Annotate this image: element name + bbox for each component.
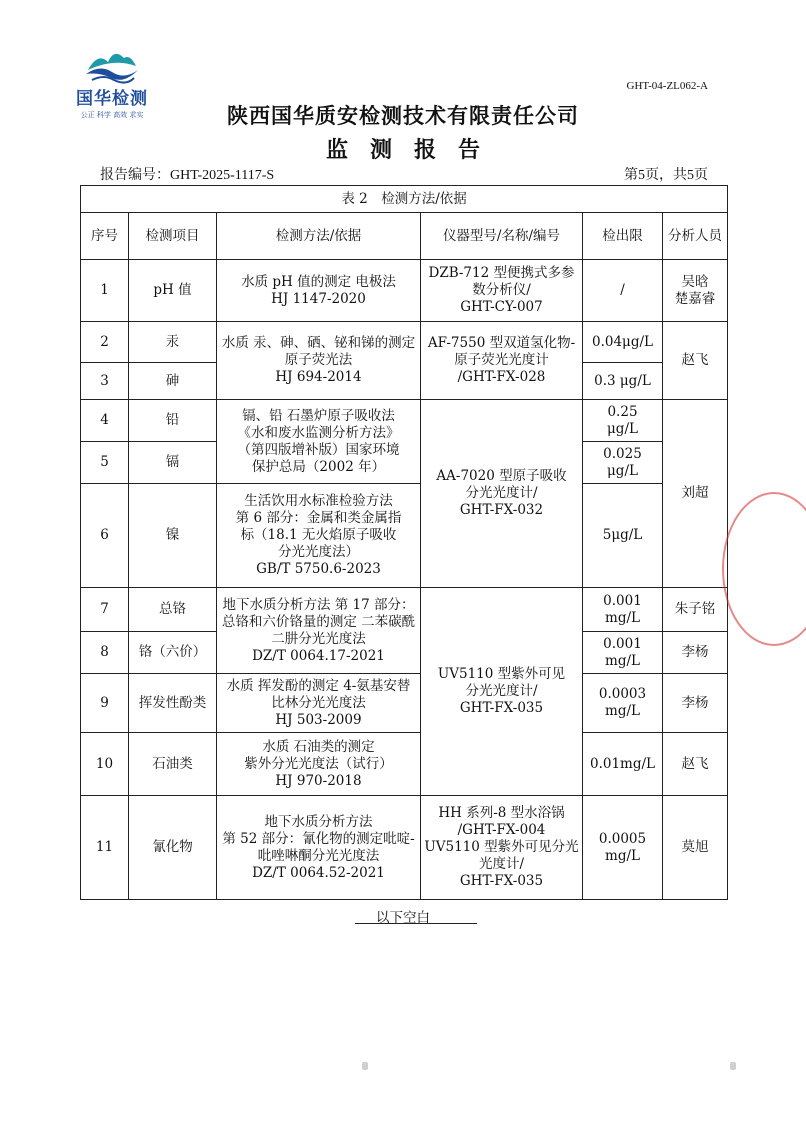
page-info: 第5页，共5页 — [624, 168, 708, 183]
row-item: 石油类 — [129, 733, 217, 796]
row-no: 6 — [81, 484, 129, 588]
header-instrument: 仪器型号/名称/编号 — [421, 213, 583, 260]
report-title: 监测报告 — [325, 138, 502, 163]
row-analyst: 赵飞 — [663, 733, 728, 796]
header-no: 序号 — [81, 213, 129, 260]
row-item: 铬（六价） — [129, 632, 217, 674]
row-method: 生活饮用水标准检验方法 第 6 部分：金属和类金属指 标（18.1 无火焰原子吸收 分光光度法） GB/T 5750.6-2023 — [217, 484, 421, 588]
document-code: GHT-04-ZL062-A — [626, 80, 708, 92]
row-no: 2 — [81, 322, 129, 363]
row-instrument: DZB-712 型便携式多参数分析仪/ GHT-CY-007 — [421, 260, 583, 322]
header-analyst: 分析人员 — [663, 213, 728, 260]
row-instrument: HH 系列-8 型水浴锅 /GHT-FX-004 UV5110 型紫外可见分光光度计/ GHT-FX-035 — [421, 796, 583, 900]
row-no: 7 — [81, 588, 129, 632]
row-item: 总铬 — [129, 588, 217, 632]
row-no: 3 — [81, 363, 129, 400]
row-limit: / — [583, 260, 663, 322]
row-limit: 0.01mg/L — [583, 733, 663, 796]
table-row — [81, 733, 728, 796]
table-row — [81, 260, 728, 322]
scan-speck — [730, 1062, 736, 1070]
header-limit: 检出限 — [583, 213, 663, 260]
row-item: 镉 — [129, 442, 217, 484]
row-no: 1 — [81, 260, 129, 322]
row-limit: 0.3 μg/L — [583, 363, 663, 400]
table-row — [81, 796, 728, 900]
row-method: 水质 挥发酚的测定 4-氨基安替比林分光光度法 HJ 503-2009 — [217, 674, 421, 733]
row-limit: 0.001 mg/L — [583, 632, 663, 674]
blank-below-rule — [355, 923, 477, 924]
row-analyst: 莫旭 — [663, 796, 728, 900]
row-item: 挥发性酚类 — [129, 674, 217, 733]
row-method: 镉、铅 石墨炉原子吸收法 《水和废水监测分析方法》 （第四版增补版）国家环境 保护总局（2002 年） — [217, 400, 421, 484]
row-method: 地下水质分析方法 第 52 部分：氰化物的测定吡啶-吡唑啉酮分光光度法 DZ/T 0064.52-2021 — [217, 796, 421, 900]
row-analyst: 刘超 — [663, 400, 728, 588]
row-method: 水质 石油类的测定 紫外分光光度法（试行） HJ 970-2018 — [217, 733, 421, 796]
row-no: 8 — [81, 632, 129, 674]
logo-name: 国华检测 — [76, 89, 148, 109]
scan-speck — [362, 1062, 368, 1070]
row-analyst: 李杨 — [663, 674, 728, 733]
row-limit: 0.001 mg/L — [583, 588, 663, 632]
row-limit: 0.04μg/L — [583, 322, 663, 363]
row-item: 镍 — [129, 484, 217, 588]
table-row — [81, 400, 728, 442]
table-row — [81, 588, 728, 632]
row-limit: 0.0005 mg/L — [583, 796, 663, 900]
row-item: 铅 — [129, 400, 217, 442]
row-no: 11 — [81, 796, 129, 900]
row-analyst: 赵飞 — [663, 322, 728, 400]
row-item: pH 值 — [129, 260, 217, 322]
row-no: 4 — [81, 400, 129, 442]
row-no: 9 — [81, 674, 129, 733]
table-row — [81, 674, 728, 733]
row-analyst: 吴晗 楚嘉睿 — [663, 260, 728, 322]
mountain-wave-logo-icon — [84, 44, 140, 84]
row-instrument: UV5110 型紫外可见 分光光度计/ GHT-FX-035 — [421, 588, 583, 796]
row-method: 水质 汞、砷、硒、铋和锑的测定 原子荧光法 HJ 694-2014 — [217, 322, 421, 400]
blank-below-note: 以下空白 — [376, 910, 430, 926]
red-seal-stamp — [722, 492, 806, 646]
row-no: 10 — [81, 733, 129, 796]
row-limit: 0.25 μg/L — [583, 400, 663, 442]
row-limit: 0.025 μg/L — [583, 442, 663, 484]
row-item: 汞 — [129, 322, 217, 363]
row-limit: 0.0003 mg/L — [583, 674, 663, 733]
row-instrument: AF-7550 型双道氢化物-原子荧光光度计 /GHT-FX-028 — [421, 322, 583, 400]
table-row — [81, 322, 728, 363]
row-no: 5 — [81, 442, 129, 484]
table-row — [81, 484, 728, 588]
header-method: 检测方法/依据 — [217, 213, 421, 260]
header-item: 检测项目 — [129, 213, 217, 260]
row-method: 水质 pH 值的测定 电极法 HJ 1147-2020 — [217, 260, 421, 322]
row-instrument: AA-7020 型原子吸收 分光光度计/ GHT-FX-032 — [421, 400, 583, 588]
row-limit: 5μg/L — [583, 484, 663, 588]
row-item: 砷 — [129, 363, 217, 400]
row-item: 氰化物 — [129, 796, 217, 900]
row-analyst: 李杨 — [663, 632, 728, 674]
logo-slogan: 公正 科学 高效 求实 — [80, 111, 144, 119]
table-header-row — [81, 213, 728, 260]
report-number: 报告编号：GHT-2025-1117-S — [100, 168, 275, 183]
methods-table — [80, 185, 728, 900]
table-caption: 表 2 检测方法/依据 — [81, 186, 728, 213]
row-analyst: 朱子铭 — [663, 588, 728, 632]
company-name: 陕西国华质安检测技术有限责任公司 — [227, 104, 579, 128]
row-method: 地下水质分析方法 第 17 部分：总铬和六价铬量的测定 二苯碳酰二肼分光光度法 DZ/T 0064.17-2021 — [217, 588, 421, 674]
